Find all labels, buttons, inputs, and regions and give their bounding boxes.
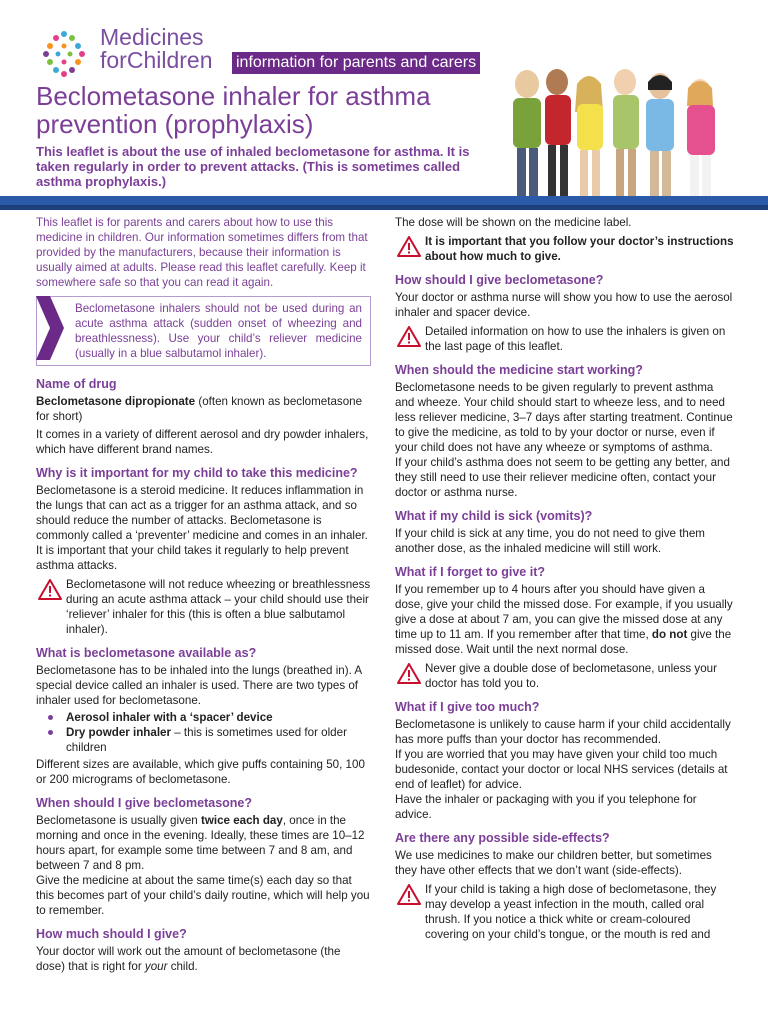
drug-name-bold: Beclometasone dipropionate: [36, 395, 196, 408]
heading-why-important: Why is it important for my child to take this medicine?: [36, 466, 358, 480]
bullet2-bold: Dry powder inhaler: [66, 726, 172, 739]
forget-text: [395, 582, 735, 657]
sizes-text: Different sizes are available, which give puffs containing 50, 100 or 200 micrograms of beclometasone.: [36, 758, 365, 786]
lead-paragraph: This leaflet is about the use of inhaled beclometasone for asthma. It is taken regularly in order to prevent attacks. (This is sometimes called asthma prophylaxis.): [36, 144, 470, 189]
when-text: [36, 813, 371, 873]
when-text-a: Beclometasone is usually given: [36, 814, 201, 827]
list-item: [36, 710, 371, 725]
tagline-banner: information for parents and carers: [232, 52, 480, 74]
bullet1-text: Aerosol inhaler with a ‘spacer’ device: [66, 711, 273, 724]
dose-warning-text: It is important that you follow your doctor’s instructions about how much to give.: [425, 235, 734, 263]
callout-text: Beclometasone inhalers should not be used during an acute asthma attack (sudden onset of wheezing and breathlessness). Use your child’s reliever medicine (usually in a blue salbutamol inhaler).: [75, 302, 362, 360]
left-column: [36, 215, 371, 974]
too-much-text-3: Have the inhaler or packaging with you if you telephone for advice.: [395, 793, 697, 821]
drug-forms-text: It comes in a variety of different aerosol and dry powder inhalers, which have different brand names.: [36, 428, 369, 456]
list-item: [36, 725, 371, 755]
why-warning-text: Beclometasone will not reduce wheezing or breathlessness during an acute asthma attack – your child should use their ‘reliever’ inhaler for this (this is often a blue salbutamol inhaler).: [66, 578, 371, 636]
forget-text-c: give the missed dose. Wait until the next normal dose.: [395, 628, 732, 656]
side-warning-text: If your child is taking a high dose of beclometasone, they may develop a yeast infection in the mouth, called oral thrush. If you notice a thick white or cream-coloured covering on your child’s tongue, or the mouth is red and: [425, 883, 717, 941]
dose-label-text: The dose will be shown on the medicine label.: [395, 216, 632, 229]
forget-warning-text: Never give a double dose of beclometasone, unless your doctor has told you to.: [425, 662, 717, 690]
how-warning: [395, 324, 735, 354]
bullet-icon: [48, 715, 53, 720]
warning-icon: [397, 663, 421, 684]
logo-text: [100, 26, 213, 72]
heading-when-give: When should I give beclometasone?: [36, 796, 253, 810]
forget-text-bold: do not: [651, 628, 688, 641]
sick-text: If your child is sick at any time, you do not need to give them another dose, as the inhaled medicine will still work.: [395, 527, 705, 555]
start-text-2: If your child’s asthma does not seem to be getting any better, and they still need to use their reliever medicine often, contact your doctor or asthma nurse.: [395, 456, 730, 499]
dose-warning: [395, 234, 735, 264]
how-much-text: [36, 944, 371, 974]
brand-for: for: [100, 47, 127, 73]
forget-warning: [395, 661, 735, 691]
how-give-text: Your doctor or asthma nurse will show you how to use the aerosol inhaler and spacer device.: [395, 291, 733, 319]
right-column: [395, 215, 735, 946]
page-title: Beclometasone inhaler for asthma prevention (prophylaxis): [36, 81, 431, 139]
intro-paragraph: This leaflet is for parents and carers about how to use this medicine in children. Our information sometimes differs from that provided by the manufacturers, because their information is usually aimed at adults. Please read this leaflet carefully. Keep it somewhere safe so that you can read it again.: [36, 216, 368, 289]
inhaler-types-list: [36, 710, 371, 755]
heading-side-effects: Are there any possible side-effects?: [395, 831, 610, 845]
heading-available-as: What is beclometasone available as?: [36, 646, 257, 660]
why-warning: [36, 577, 371, 637]
too-much-text: Beclometasone is unlikely to cause harm if your child accidentally has more puffs than your doctor has recommended.: [395, 718, 731, 746]
available-text: Beclometasone has to be inhaled into the lungs (breathed in). A special device called an inhaler is used. There are two types of inhaler used for beclometasone.: [36, 664, 362, 707]
medicines-for-children-logo: [38, 26, 238, 78]
when-text-c: , once in the morning and once in the evening. Ideally, these times are 10–12 hours apart, for example some time between 7 and 8 am, and between 7 and 8 pm.: [36, 814, 365, 872]
warning-icon: [397, 236, 421, 257]
how-warning-text: Detailed information on how to use the inhalers is given on the last page of this leaflet.: [425, 325, 726, 353]
heading-too-much: What if I give too much?: [395, 700, 540, 714]
how-much-italic: your: [144, 960, 168, 973]
heading-how-give: How should I give beclometasone?: [395, 273, 604, 287]
heading-how-much: How much should I give?: [36, 927, 187, 941]
bullet-icon: [48, 730, 53, 735]
start-text: Beclometasone needs to be given regularly to prevent asthma and wheeze. Your child should start to wheeze less, and to need less reliever medicine, 3–7 days after starting treatment. Continue to give the medicine, as told to by your doctor or nurse, even if your child does not have any wheeze or symptoms of asthma.: [395, 381, 733, 454]
when-text-bold: twice each day: [200, 814, 283, 827]
heading-forget: What if I forget to give it?: [395, 565, 545, 579]
side-effects-text: We use medicines to make our children better, but sometimes they have other effects that we don’t want (side-effects).: [395, 849, 712, 877]
why-text: Beclometasone is a steroid medicine. It reduces inflammation in the lungs that can act as a trigger for an asthma attack, and so should reduce the number of attacks. Beclometasone is commonly called a ‘preventer’ medicine and comes in an inhaler. It is important that your child takes it regularly to help prevent asthma attacks.: [36, 484, 368, 572]
children-photo: [505, 62, 735, 212]
warning-icon: [397, 326, 421, 347]
callout-arrow-icon: [36, 296, 66, 360]
too-much-text-2: If you are worried that you may have given your child too much budesonide, contact your doctor or local NHS services (details at end of leaflet) for advice.: [395, 748, 728, 791]
logo-mark-icon: [38, 28, 94, 78]
brand-children: Children: [126, 47, 213, 73]
how-much-c: child.: [167, 960, 198, 973]
bullet2-rest: – this is sometimes used for older children: [66, 726, 347, 754]
warning-icon: [397, 884, 421, 905]
how-much-a: Your doctor will work out the amount of beclometasone (the dose) that is right for: [36, 945, 341, 973]
warning-icon: [38, 579, 62, 600]
heading-sick: What if my child is sick (vomits)?: [395, 509, 593, 523]
heading-start-working: When should the medicine start working?: [395, 363, 643, 377]
header-band-shadow: [0, 205, 768, 210]
heading-name-of-drug: Name of drug: [36, 377, 117, 391]
brand-name-line1: Medicines: [100, 24, 204, 50]
drug-name-rest: (often known as beclometasone for short): [36, 395, 363, 423]
brand-name-line2: [100, 49, 213, 72]
drug-name-text: [36, 394, 371, 424]
when-text-2: Give the medicine at about the same time(s) each day so that this becomes part of your child’s daily routine, which will help you to remember.: [36, 874, 370, 917]
forget-text-a: If you remember up to 4 hours after you should have given a dose, give your child the missed dose. For example, if you usually give a dose at about 7 am, you can give the missed dose at any time up to 11 am. If you remember after that time,: [395, 583, 733, 641]
side-warning: [395, 882, 735, 942]
acute-attack-callout: [36, 296, 371, 366]
